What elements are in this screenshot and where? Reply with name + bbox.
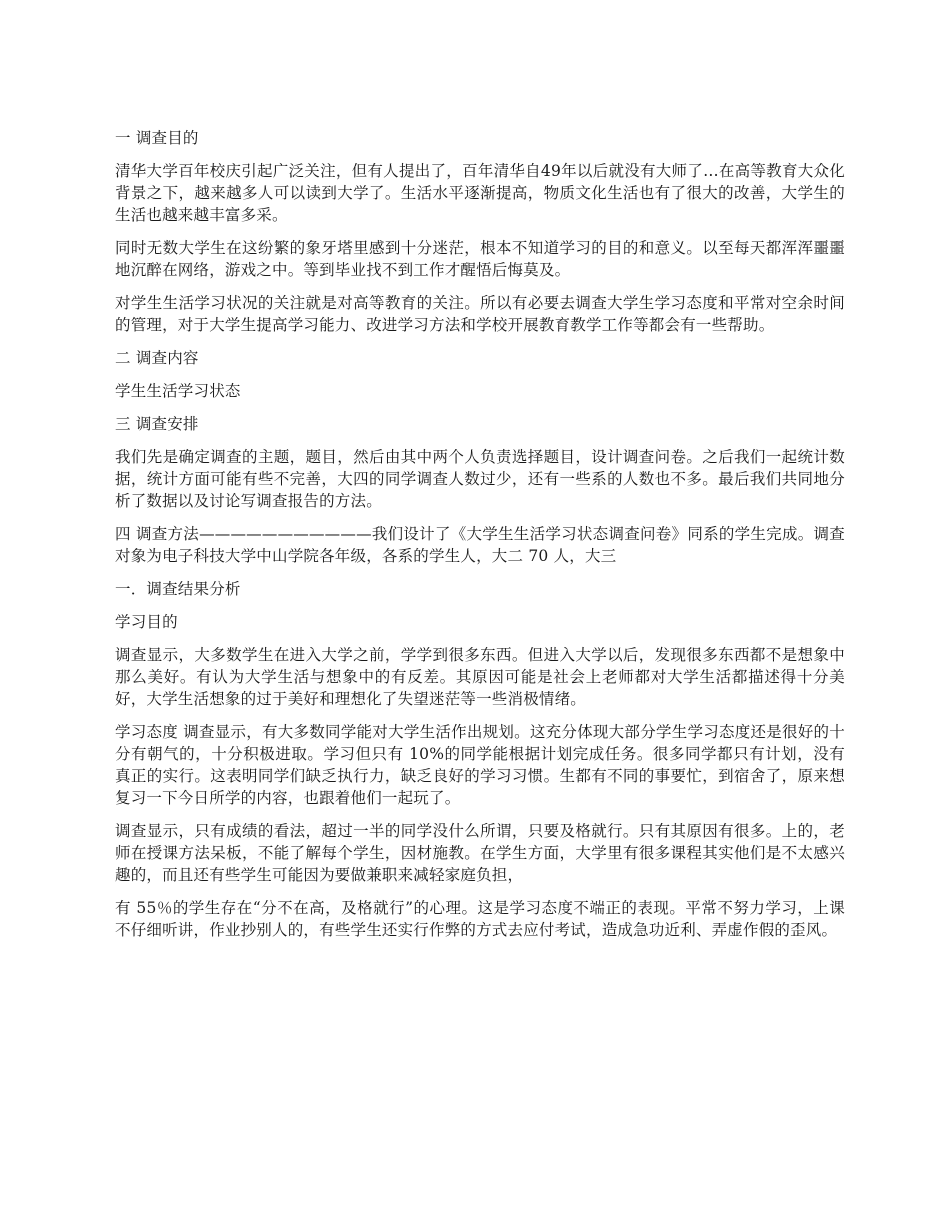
paragraph-background: 清华大学百年校庆引起广泛关注，但有人提出了，百年清华自49年以后就没有大师了…在高等教育大众化背景之下，越来越多人可以读到大学了。生活水平逐渐提高，物质文化生活也有了很大的改善，大学生的生活也越来越丰富多采。 <box>115 162 845 224</box>
paragraph-significance: 对学生生活学习状况的关注就是对高等教育的关注。所以有必要去调查大学生学习态度和平常对空余时间的管理，对于大学生提高学习能力、改进学习方法和学校开展教育教学工作等都会有一些帮助。 <box>115 294 845 334</box>
subheading-learning-purpose: 学习目的 <box>115 613 178 631</box>
paragraph-method: 四 调查方法———————————我们设计了《大学生生活学习状态调查问卷》同系的学生完成。调查对象为电子科技大学中山学院各年级，各系的学生人，大二 70 人，大三 <box>115 525 845 565</box>
section-heading-arrangement: 三 调查安排 <box>115 415 199 433</box>
paragraph-grades-view: 调查显示，只有成绩的看法，超过一半的同学没什么所谓，只要及格就行。只有其原因有很多。上的，老师在授课方法呆板，不能了解每个学生，因材施教。在学生方面，大学里有很多课程其实他们是不太感兴趣的，而且还有些学生可能因为要做兼职来减轻家庭负担， <box>115 822 845 884</box>
paragraph-learning-purpose: 调查显示，大多数学生在进入大学之前，学学到很多东西。但进入大学以后，发现很多东西都不是想象中那么美好。有认为大学生活与想象中的有反差。其原因可能是社会上老师都对大学生活都描述得十分美好，大学生活想象的过于美好和理想化了失望迷茫等一些消极情绪。 <box>115 646 845 708</box>
paragraph-learning-attitude: 学习态度 调查显示，有大多数同学能对大学生活作出规划。这充分体现大部分学生学习态度还是很好的十分有朝气的，十分积极进取。学习但只有 10%的同学能根据计划完成任务。很多同学都只有计划，没有真正的实行。这表明同学们缺乏执行力，缺乏良好的学习习惯。生都有不同的事要忙，到宿舍了，原来想复习一下今日所学的内容，也跟着他们一起玩了。 <box>115 723 845 807</box>
content-topic: 学生生活学习状态 <box>115 382 241 400</box>
paragraph-pass-mentality: 有 55％的学生存在“分不在高，及格就行”的心理。这是学习态度不端正的表现。平常不努力学习，上课不仔细听讲，作业抄别人的，有些学生还实行作弊的方式去应付考试，造成急功近利、弄虚作假的歪风。 <box>115 899 845 939</box>
paragraph-arrangement: 我们先是确定调查的主题，题目，然后由其中两个人负责选择题目，设计调查问卷。之后我们一起统计数据，统计方面可能有些不完善，大四的同学调查人数过少，还有一些系的人数也不多。最后我们共同地分析了数据以及讨论写调查报告的方法。 <box>115 448 845 510</box>
paragraph-confusion: 同时无数大学生在这纷繁的象牙塔里感到十分迷茫，根本不知道学习的目的和意义。以至每天都浑浑噩噩地沉醉在网络，游戏之中。等到毕业找不到工作才醒悟后悔莫及。 <box>115 239 845 279</box>
section-heading-analysis: 一．调查结果分析 <box>115 580 241 598</box>
section-heading-purpose: 一 调查目的 <box>115 129 199 147</box>
document-page <box>115 127 845 952</box>
section-heading-content: 二 调查内容 <box>115 349 199 367</box>
